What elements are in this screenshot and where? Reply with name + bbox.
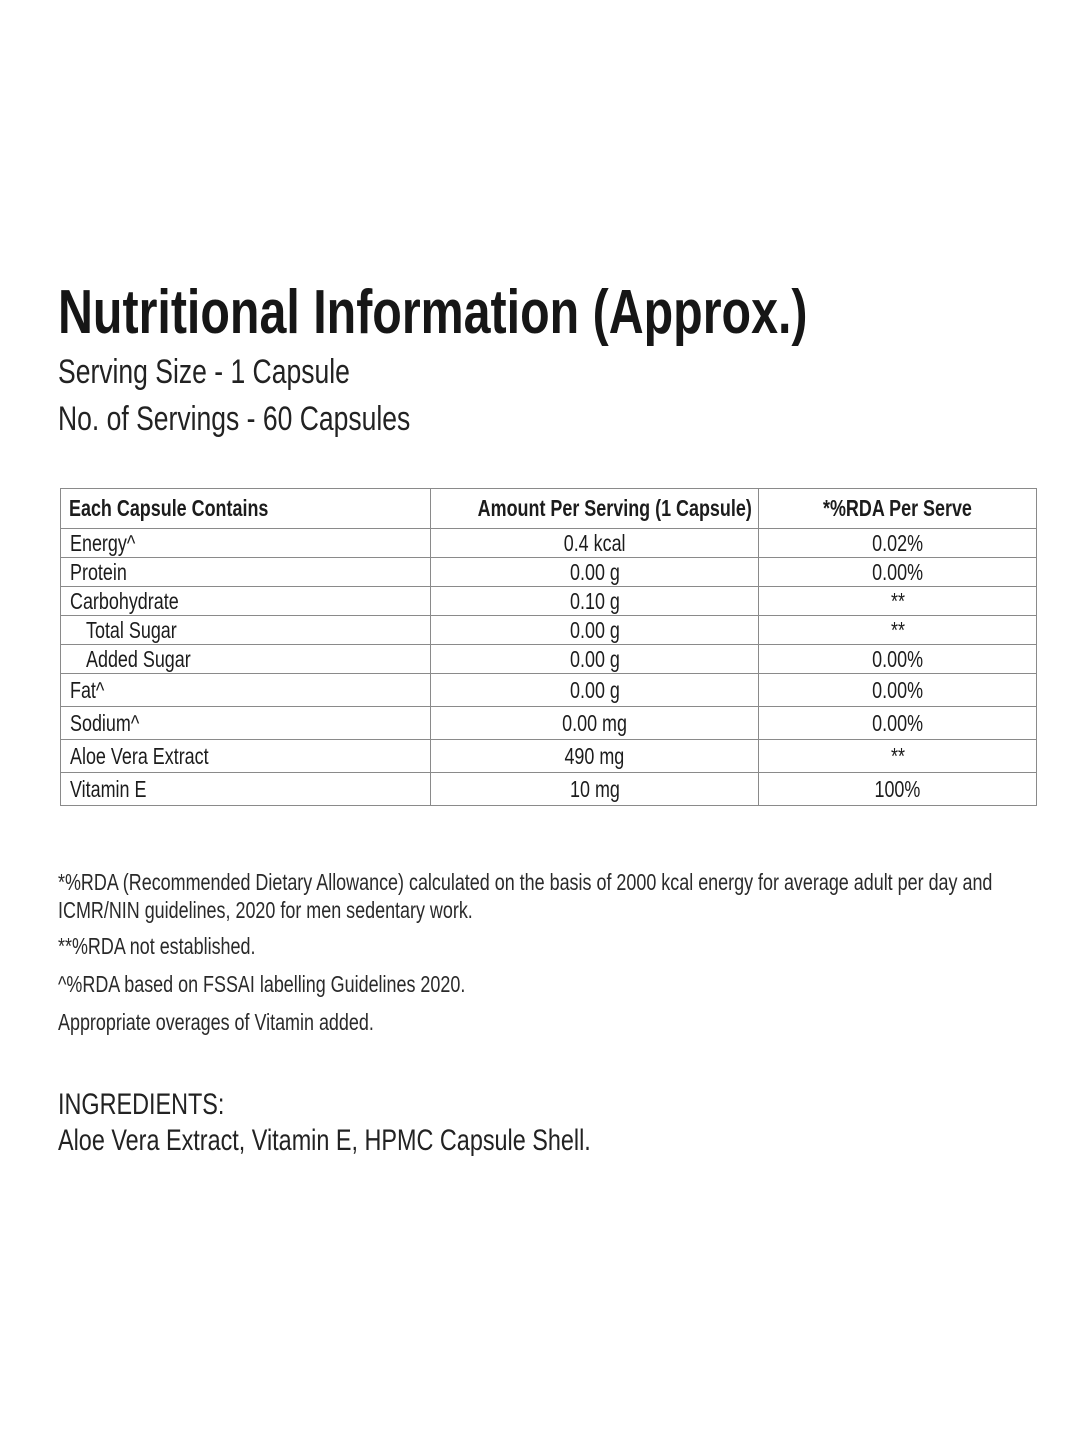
nutrient-cell: Carbohydrate: [61, 587, 431, 616]
nutrient-cell: Aloe Vera Extract: [61, 740, 431, 773]
table-row: [61, 707, 1037, 740]
amount-cell: 0.00 g: [431, 616, 759, 645]
footnote-rda: *%RDA (Recommended Dietary Allowance) calculated on the basis of 2000 kcal energy for average adult per day and: [58, 869, 993, 895]
rda-cell: 0.00%: [759, 645, 1037, 674]
table-row: [61, 674, 1037, 707]
table-header-row: [61, 489, 1037, 529]
table-row: [61, 558, 1037, 587]
table-row: [61, 645, 1037, 674]
table-row: [61, 773, 1037, 806]
nutrient-cell: Sodium^: [61, 707, 431, 740]
rda-cell: 0.00%: [759, 674, 1037, 707]
table-row: [61, 616, 1037, 645]
table-row: [61, 740, 1037, 773]
column-header-rda: *%RDA Per Serve: [759, 489, 1037, 529]
footnote-fssai: ^%RDA based on FSSAI labelling Guidelines 2020.: [58, 971, 466, 997]
nutrient-cell: Energy^: [61, 529, 431, 558]
serving-size: Serving Size - 1 Capsule: [58, 353, 350, 391]
nutrition-table: [60, 488, 1037, 806]
footnote-rda-continued: ICMR/NIN guidelines, 2020 for men sedentary work.: [58, 897, 473, 923]
title-text: Nutritional Information (Approx.): [58, 278, 808, 347]
page-title: [58, 278, 1019, 348]
nutrient-cell: Fat^: [61, 674, 431, 707]
number-of-servings: No. of Servings - 60 Capsules: [58, 400, 411, 438]
rda-cell: 0.00%: [759, 707, 1037, 740]
rda-cell: 0.02%: [759, 529, 1037, 558]
nutrient-cell: Total Sugar: [61, 616, 431, 645]
rda-cell: 0.00%: [759, 558, 1037, 587]
table-row: [61, 529, 1037, 558]
rda-cell: 100%: [759, 773, 1037, 806]
amount-cell: 0.00 g: [431, 558, 759, 587]
footnote-overages: Appropriate overages of Vitamin added.: [58, 1009, 374, 1035]
amount-cell: 0.00 mg: [431, 707, 759, 740]
amount-cell: 0.00 g: [431, 674, 759, 707]
amount-cell: 0.4 kcal: [431, 529, 759, 558]
rda-cell: **: [759, 587, 1037, 616]
nutrient-cell: Added Sugar: [61, 645, 431, 674]
ingredients-heading: INGREDIENTS:: [58, 1088, 225, 1121]
table-row: [61, 587, 1037, 616]
rda-cell: **: [759, 616, 1037, 645]
column-header-amount: Amount Per Serving (1 Capsule): [431, 489, 759, 529]
ingredients-text: Aloe Vera Extract, Vitamin E, HPMC Capsule Shell.: [58, 1124, 591, 1157]
amount-cell: 0.00 g: [431, 645, 759, 674]
footnote-not-established: **%RDA not established.: [58, 933, 256, 959]
rda-cell: **: [759, 740, 1037, 773]
column-header-nutrient: Each Capsule Contains: [61, 489, 431, 529]
amount-cell: 0.10 g: [431, 587, 759, 616]
amount-cell: 490 mg: [431, 740, 759, 773]
nutrient-cell: Protein: [61, 558, 431, 587]
amount-cell: 10 mg: [431, 773, 759, 806]
nutrient-cell: Vitamin E: [61, 773, 431, 806]
